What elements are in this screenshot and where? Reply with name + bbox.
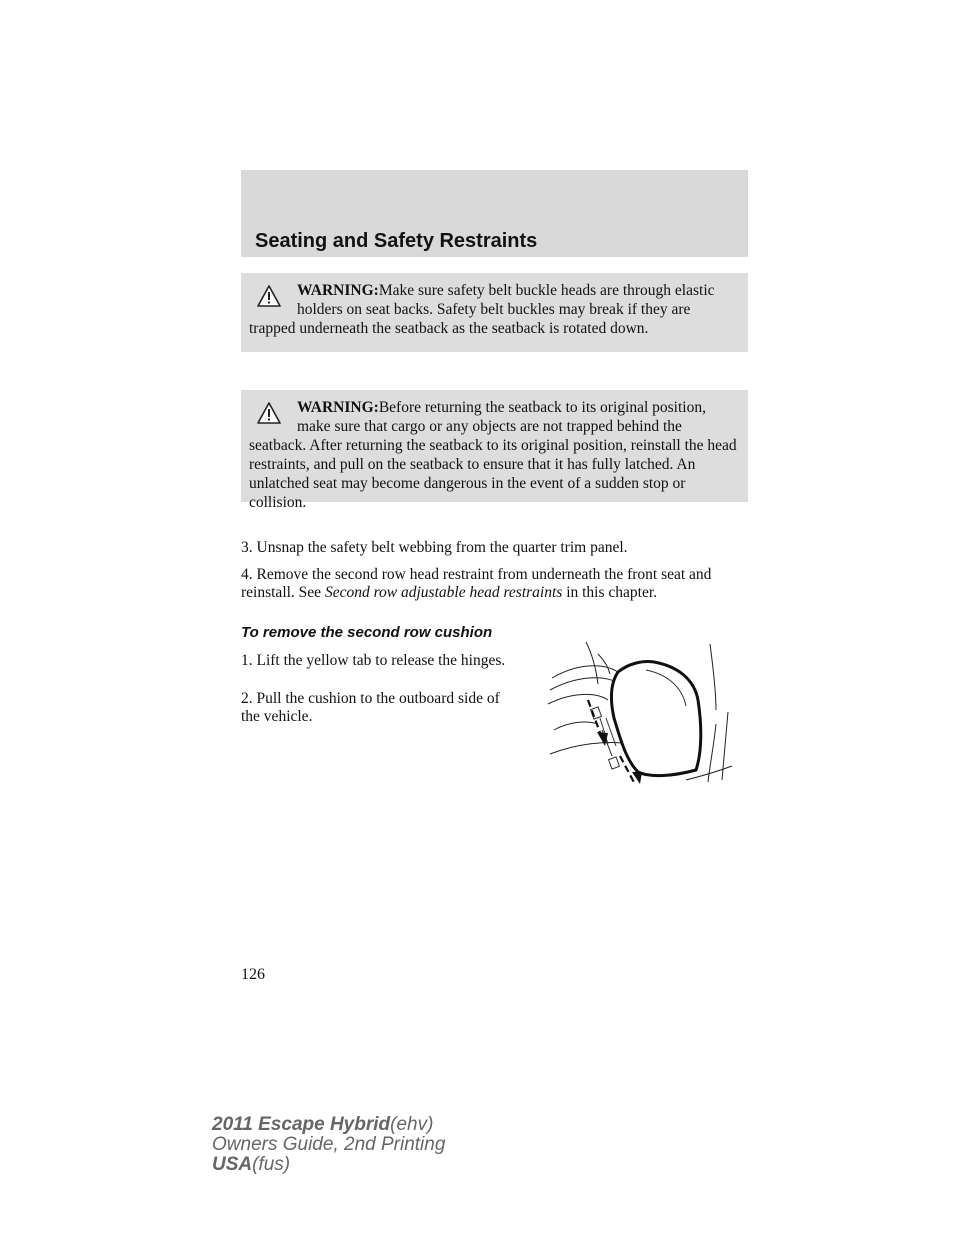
page-number: 126 [241,966,265,983]
cushion-step-2: 2. Pull the cushion to the outboard side of the vehicle. [241,690,500,725]
subsection-title: To remove the second row cushion [241,624,493,641]
footer [212,1115,445,1175]
warning-label: WARNING: [297,282,379,299]
warning-box-1 [241,273,748,352]
cushion-step-1: 1. Lift the yellow tab to release the hinges. [241,652,506,669]
step-4-text-end: in this chapter. [562,584,658,601]
footer-market-code: (fus) [252,1154,291,1175]
cross-reference-link: Second row adjustable head restraints [324,584,563,601]
step-4-text: 4. Remove the second row head restraint from underneath the front seat and reinstall. See [241,566,712,601]
step-4 [241,566,748,602]
footer-model-code: (ehv) [390,1114,434,1135]
warning-label: WARNING: [297,399,379,416]
warning-body: Before returning the seatback to its original position, make sure that cargo or any objects are not trapped behind the seatback. After returning the seatback to its original position, reinstall the head restraints, and pull on the seatback to ensure that it has fully latched. An unlatched seat may become dangerous in the event of a sudden stop or collision. [249,399,737,511]
footer-market: USA [212,1154,253,1175]
footer-line-1 [212,1115,445,1135]
section-title: Seating and Safety Restraints [255,230,538,252]
footer-line-3 [212,1155,445,1175]
section-header [241,170,748,257]
seat-cushion-illustration [546,634,742,784]
warning-box-2 [241,390,748,511]
warning-text-1 [249,281,740,338]
warning-text-2 [249,398,740,512]
footer-model: 2011 Escape Hybrid [212,1114,391,1135]
footer-line-2: Owners Guide, 2nd Printing [212,1134,446,1155]
step-3: 3. Unsnap the safety belt webbing from the quarter trim panel. [241,539,628,556]
warning-body: Make sure safety belt buckle heads are through elastic holders on seat backs. Safety belt buckles may break if they are trapped underneath the seatback as the seatback is rotated down. [249,282,715,337]
